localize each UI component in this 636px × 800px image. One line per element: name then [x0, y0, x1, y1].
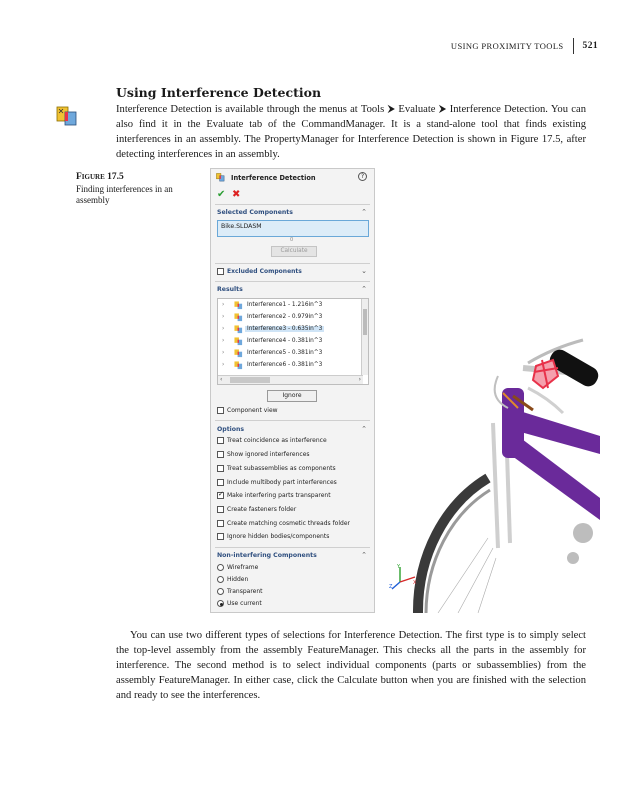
result-label: Interference5 - 0.381in^3: [247, 350, 323, 356]
triad-z-label: Z: [389, 584, 393, 590]
option-checkbox[interactable]: [217, 533, 224, 540]
list-item[interactable]: [218, 360, 362, 372]
scroll-thumb[interactable]: [230, 377, 270, 383]
pm-divider: [215, 547, 370, 548]
selection-count: 0: [290, 237, 294, 243]
running-head-title: USING PROXIMITY TOOLS: [450, 41, 564, 51]
result-label: Interference1 - 1.216in^3: [247, 302, 323, 308]
running-head: [451, 38, 598, 54]
coordinate-triad: [388, 562, 418, 592]
option-checkbox[interactable]: [217, 506, 224, 513]
front-wheel: [418, 478, 496, 613]
figure-17-5: [210, 168, 600, 613]
figure-caption: [76, 172, 188, 206]
option-checkbox[interactable]: [217, 451, 224, 458]
pm-divider: [215, 420, 370, 421]
option-checkbox[interactable]: [217, 479, 224, 486]
display-radio-label: Hidden: [227, 576, 249, 583]
option-checkbox[interactable]: [217, 520, 224, 527]
list-item[interactable]: [218, 312, 362, 324]
rear-derailleur: [567, 523, 593, 564]
vertical-scrollbar[interactable]: [361, 299, 368, 375]
ok-check-icon[interactable]: ✔: [217, 189, 226, 200]
help-icon[interactable]: ?: [358, 172, 367, 181]
chevron-up-icon[interactable]: ⌃: [361, 208, 367, 216]
running-head-divider: [573, 38, 574, 54]
expand-caret-icon[interactable]: ›: [222, 326, 225, 332]
ignore-button[interactable]: Ignore: [267, 390, 317, 402]
result-label: Interference2 - 0.979in^3: [247, 314, 323, 320]
horizontal-scrollbar[interactable]: [218, 375, 363, 384]
option-checkbox[interactable]: [217, 437, 224, 444]
interference-icon: [234, 325, 243, 334]
chevron-up-icon[interactable]: ⌃: [361, 425, 367, 433]
display-radio-label: Transparent: [227, 588, 263, 595]
display-radio[interactable]: [217, 576, 224, 583]
interference-icon: [234, 349, 243, 358]
chevron-up-icon[interactable]: ⌃: [361, 551, 367, 559]
option-checkbox-checked[interactable]: [217, 492, 224, 499]
option-label: Ignore hidden bodies/components: [227, 533, 330, 540]
interference-detection-small-icon: [216, 173, 225, 182]
intro-paragraph: Interference Detection is available through the menus at Tools ⮞ Evaluate ⮞ Interference Detection. You can also find it in the Evaluate tab of the CommandManager. It is a stand-alone tool that finds existing interferences in an assembly. The PropertyManager for Interference Detection is shown in Figure 17.5, after detecting interferences in an assembly.: [116, 104, 586, 160]
component-view-checkbox[interactable]: [217, 407, 224, 414]
bike-assembly-render: [378, 248, 600, 613]
expand-caret-icon[interactable]: ›: [222, 362, 225, 368]
interference-icon: [234, 301, 243, 310]
option-checkbox[interactable]: [217, 465, 224, 472]
excluded-components-checkbox[interactable]: [217, 268, 224, 275]
scroll-right-icon[interactable]: ›: [358, 376, 361, 383]
list-item[interactable]: [218, 336, 362, 348]
section-title: Using Interference Detection: [116, 85, 322, 100]
expand-caret-icon[interactable]: ›: [222, 338, 225, 344]
pm-divider: [215, 281, 370, 282]
triad-y-label: Y: [397, 564, 401, 570]
option-label: Treat coincidence as interference: [227, 437, 327, 444]
display-radio[interactable]: [217, 588, 224, 595]
body-paragraph: You can use two different types of selections for Interference Detection. The first type is to simply select the top-level assembly from the assembly FeatureManager. This checks all the parts in the assembly for interference. The second method is to select individual components (parts or subassemblies) from the assembly FeatureManager. In either case, click the Calculate button when you are finished with the selection and ready to see the interferences.: [116, 630, 586, 701]
cancel-x-icon[interactable]: ✖: [232, 189, 241, 200]
result-label: Interference3 - 0.635in^3: [247, 326, 323, 332]
display-radio-label: Wireframe: [227, 564, 259, 571]
scroll-left-icon[interactable]: ‹: [220, 376, 223, 383]
list-item[interactable]: [218, 348, 362, 360]
results-heading[interactable]: Results: [217, 286, 243, 293]
excluded-components-heading[interactable]: Excluded Components: [227, 268, 302, 275]
expand-caret-icon[interactable]: ›: [222, 302, 225, 308]
interference-detection-property-manager: [210, 168, 375, 613]
selected-components-heading[interactable]: Selected Components: [217, 209, 293, 216]
option-label: Create fasteners folder: [227, 506, 297, 513]
triad-x-label: X: [413, 580, 417, 586]
result-label: Interference6 - 0.381in^3: [247, 362, 323, 368]
interference-icon: [234, 313, 243, 322]
chevron-down-icon[interactable]: ⌄: [361, 267, 367, 275]
option-label: Make interfering parts transparent: [227, 492, 331, 499]
interference-icon: [234, 337, 243, 346]
selected-components-list[interactable]: Bike.SLDASM: [217, 220, 369, 237]
pm-divider: [215, 204, 370, 205]
figure-label: Figure 17.5: [76, 172, 124, 182]
option-label: Create matching cosmetic threads folder: [227, 520, 350, 527]
component-view-label: Component view: [227, 407, 278, 414]
list-item[interactable]: [218, 300, 362, 312]
list-item[interactable]: [218, 324, 362, 336]
figure-caption-text: Finding interferences in an assembly: [76, 184, 173, 205]
page-number: 521: [582, 41, 598, 51]
scroll-thumb[interactable]: [363, 309, 367, 335]
option-label: Show ignored interferences: [227, 451, 310, 458]
option-label: Include multibody part interferences: [227, 479, 337, 486]
results-list[interactable]: [217, 298, 369, 385]
display-radio[interactable]: [217, 564, 224, 571]
chevron-up-icon[interactable]: ⌃: [361, 285, 367, 293]
options-heading[interactable]: Options: [217, 426, 245, 433]
non-interfering-heading[interactable]: Non-interfering Components: [217, 552, 317, 559]
expand-caret-icon[interactable]: ›: [222, 314, 225, 320]
interference-highlight: [533, 360, 558, 388]
option-label: Treat subassemblies as components: [227, 465, 336, 472]
result-label: Interference4 - 0.381in^3: [247, 338, 323, 344]
display-radio-selected[interactable]: [217, 600, 224, 607]
calculate-button[interactable]: Calculate: [271, 246, 317, 257]
interference-icon: [234, 361, 243, 370]
display-radio-label: Use current: [227, 600, 262, 607]
pm-title: Interference Detection: [231, 174, 316, 182]
interference-detection-icon: [55, 104, 79, 128]
expand-caret-icon[interactable]: ›: [222, 350, 225, 356]
pm-divider: [215, 263, 370, 264]
